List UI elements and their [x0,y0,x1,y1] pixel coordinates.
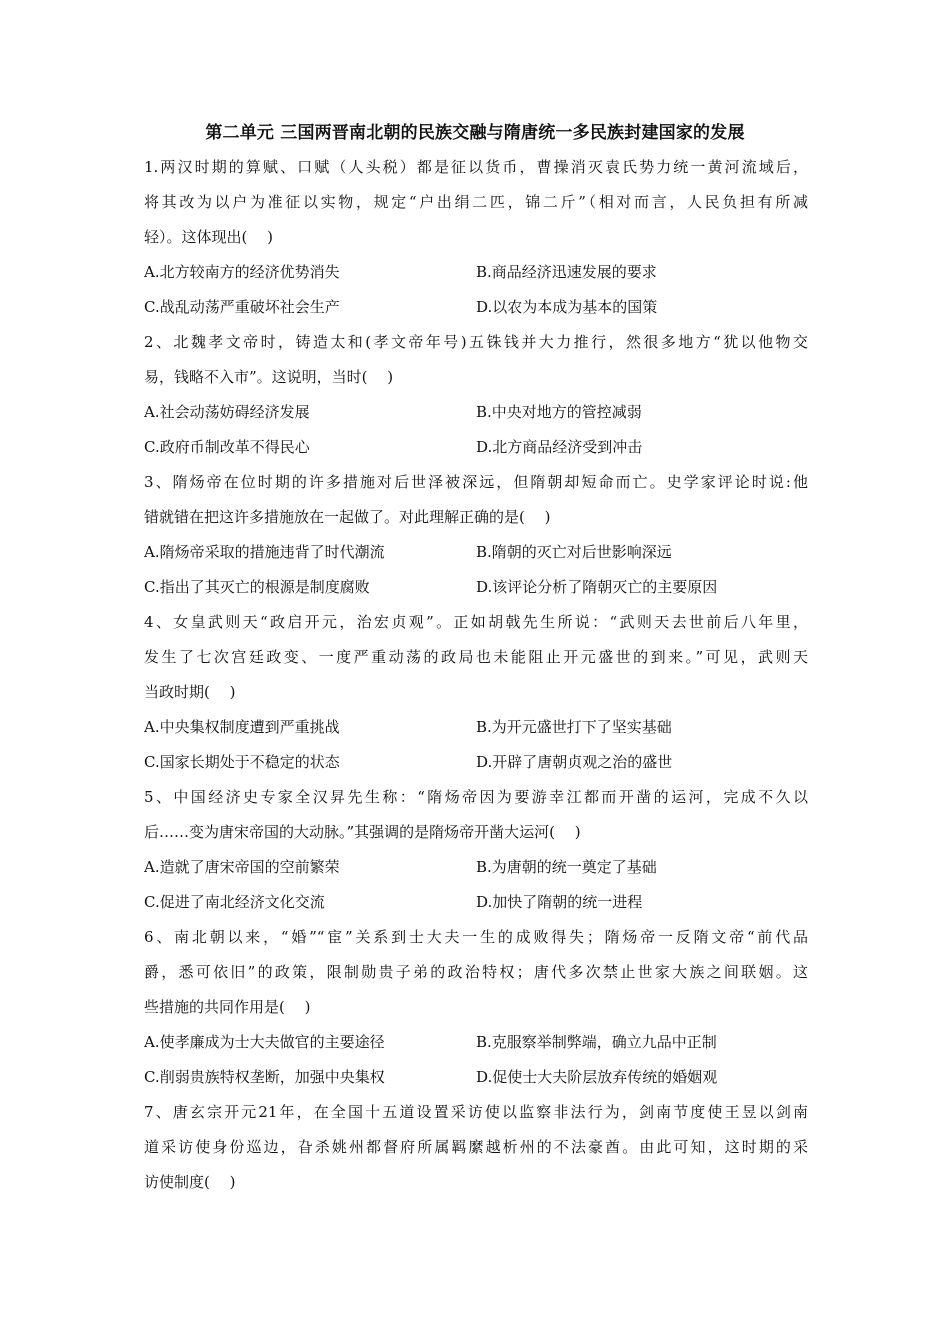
answer-option-c: C.指出了其灭亡的根源是制度腐败 [144,578,370,596]
answer-option-a: A.造就了唐宋帝国的空前繁荣 [144,858,340,876]
question-4 [144,605,808,780]
question-stem-line: 访使制度( ) [144,1173,236,1191]
question-stem-line: 后……变为唐宋帝国的大动脉。”其强调的是隋炀帝开凿大运河( ) [144,823,581,841]
question-stem-line: 些措施的共同作用是( ) [144,998,311,1016]
answer-options [144,710,808,780]
question-6 [144,920,808,1095]
answer-option-d: D.加快了隋朝的统一进程 [476,893,643,911]
answer-option-a: A.中央集权制度遭到严重挑战 [144,718,340,736]
question-stem-line: 将其改为以户为准征以实物，规定“户出绢二匹，锦二斤”（相对而言，人民负担有所减 [144,193,808,211]
answer-option-a: A.北方较南方的经济优势消失 [144,263,340,281]
question-stem-line: 道采访使身份巡边，旮杀姚州都督府所属羁縻越析州的不法豪酋。由此可知，这时期的采 [144,1138,808,1156]
question-list [144,150,808,1200]
question-stem-line: 错就错在把这许多措施放在一起做了。对此理解正确的是( ) [144,508,551,526]
question-stem-line: 5、中国经济史专家全汉昇先生称：“隋炀帝因为要游幸江都而开凿的运河，完成不久以 [144,788,808,806]
question-stem-line: 发生了七次宫廷政变、一度严重动荡的政局也未能阻止开元盛世的到来。”可见，武则天 [144,648,808,666]
answer-option-d: D.北方商品经济受到冲击 [476,438,643,456]
answer-options [144,1025,808,1095]
question-stem-line: 4、女皇武则天“政启开元，治宏贞观”。正如胡戟先生所说：“武则天去世前后八年里， [144,613,808,631]
answer-option-a: A.使孝廉成为士大夫做官的主要途径 [144,1033,385,1051]
question-2 [144,325,808,465]
question-1 [144,150,808,325]
question-stem-line: 2、北魏孝文帝时，铸造太和(孝文帝年号)五铢钱并大力推行，然很多地方“犹以他物交 [144,333,808,351]
question-stem-line: 当政时期( ) [144,683,236,701]
answer-option-b: B.商品经济迅速发展的要求 [476,263,657,281]
answer-options [144,395,808,465]
answer-options [144,535,808,605]
question-5 [144,780,808,920]
answer-option-b: B.隋朝的灭亡对后世影响深远 [476,543,672,561]
question-stem-line: 1.两汉时期的算赋、口赋（人头税）都是征以货币，曹操消灭袁氏势力统一黄河流域后， [144,158,808,176]
answer-option-b: B.中央对地方的管控减弱 [476,403,642,421]
question-stem-line: 爵，悉可依旧”的政策，限制勋贵子弟的政治特权；唐代多次禁止世家大族之间联姻。这 [144,963,808,981]
answer-option-b: B.为开元盛世打下了坚实基础 [476,718,672,736]
answer-option-d: D.该评论分析了隋朝灭亡的主要原因 [476,578,718,596]
answer-options [144,850,808,920]
question-stem-line: 7、唐玄宗开元21年，在全国十五道设置采访使以监察非法行为，剑南节度使王昱以剑南 [144,1103,808,1121]
answer-option-b: B.为唐朝的统一奠定了基础 [476,858,657,876]
answer-option-d: D.促使士大夫阶层放弃传统的婚姻观 [476,1068,718,1086]
answer-option-c: C.战乱动荡严重破坏社会生产 [144,298,340,316]
answer-option-d: D.开辟了唐朝贞观之治的盛世 [476,753,673,771]
answer-option-b: B.克服察举制弊端，确立九品中正制 [476,1033,717,1051]
question-stem-line: 6、南北朝以来，“婚”“宦”关系到士大夫一生的成败得失；隋炀帝一反隋文帝“前代品 [144,928,808,946]
answer-option-a: A.隋炀帝采取的措施违背了时代潮流 [144,543,385,561]
question-stem-line: 易，钱略不入市”。这说明，当时( ) [144,368,394,386]
answer-option-d: D.以农为本成为基本的国策 [476,298,658,316]
question-stem-line: 轻）。这体现出( ) [144,228,273,246]
answer-options [144,255,808,325]
answer-option-a: A.社会动荡妨碍经济发展 [144,403,310,421]
answer-option-c: C.政府币制改革不得民心 [144,438,310,456]
question-3 [144,465,808,605]
answer-option-c: C.促进了南北经济文化交流 [144,893,325,911]
answer-option-c: C.削弱贵族特权垄断，加强中央集权 [144,1068,385,1086]
answer-option-c: C.国家长期处于不稳定的状态 [144,753,340,771]
question-stem-line: 3、隋炀帝在位时期的许多措施对后世泽被深远，但隋朝却短命而亡。史学家评论时说:他 [144,473,808,491]
question-7 [144,1095,808,1200]
unit-title: 第二单元 三国两晋南北朝的民族交融与隋唐统一多民族封建国家的发展 [205,123,745,143]
